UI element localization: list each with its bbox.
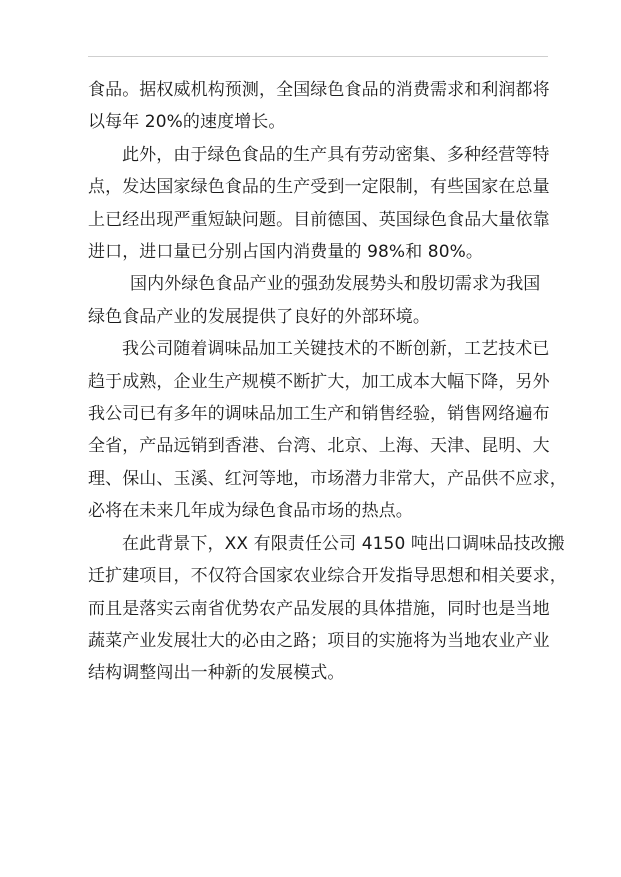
paragraph-growth-forecast	[88, 74, 558, 139]
paragraph-company-strength	[88, 333, 567, 527]
text-line: 结构调整闯出一种新的发展模式。	[88, 663, 345, 684]
paragraph-project-background	[88, 528, 567, 690]
text-line: 我公司已有多年的调味品加工生产和销售经验，销售网络遍布	[88, 404, 550, 425]
text-line: 全省，产品远销到香港、台湾、北京、上海、天津、昆明、大	[88, 436, 550, 457]
text-line: 而且是落实云南省优势农产品发展的具体措施，同时也是当地	[88, 598, 550, 619]
text-line: 食品。据权威机构预测，全国绿色食品的消费需求和利润都将	[88, 80, 550, 100]
text-line: 在此背景下，XX 有限责任公司 4150 吨出口调味品技改搬	[122, 533, 565, 554]
text-line: 理、保山、玉溪、红河等地，市场潜力非常大，产品供不应求，	[88, 468, 567, 489]
text-line: 此外，由于绿色食品的生产具有劳动密集、多种经营等特	[122, 144, 550, 165]
text-line: 绿色食品产业的发展提供了良好的外部环境。	[88, 306, 430, 327]
text-line: 点，发达国家绿色食品的生产受到一定限制，有些国家在总量	[88, 177, 550, 198]
text-line: 国内外绿色食品产业的强劲发展势头和殷切需求为我国	[130, 274, 541, 295]
header-divider	[88, 56, 548, 57]
text-line: 蔬菜产业发展壮大的必由之路；项目的实施将为当地农业产业	[88, 630, 550, 651]
text-line: 上已经出现严重短缺问题。目前德国、英国绿色食品大量依靠	[88, 209, 550, 230]
text-line: 我公司随着调味品加工关键技术的不断创新，工艺技术已	[122, 339, 550, 360]
text-line: 进口，进口量已分别占国内消费量的 98%和 80%。	[88, 242, 483, 263]
text-line: 以每年 20%的速度增长。	[88, 112, 286, 133]
paragraph-foreign-shortage	[88, 139, 558, 269]
text-line: 必将在未来几年成为绿色食品市场的热点。	[88, 501, 413, 522]
body-text	[88, 74, 567, 690]
paragraph-external-environment	[88, 268, 558, 333]
text-line: 迁扩建项目，不仅符合国家农业综合开发指导思想和相关要求，	[88, 566, 567, 587]
text-line: 趋于成熟，企业生产规模不断扩大，加工成本大幅下降，另外	[88, 371, 550, 392]
